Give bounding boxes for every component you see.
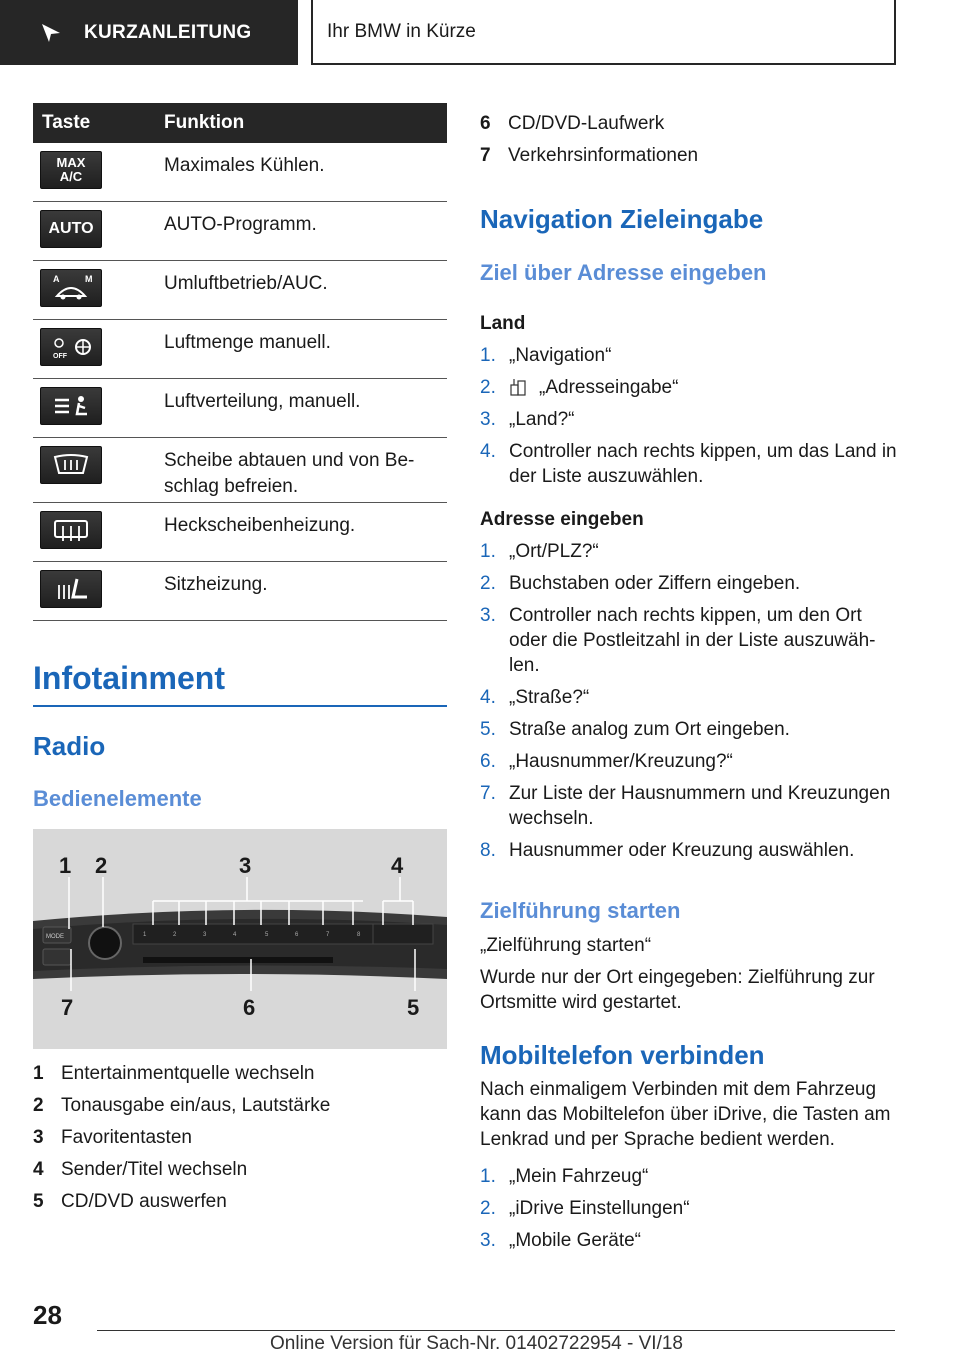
- heading-navigation: Navigation Zieleingabe: [480, 204, 764, 234]
- table-row: [33, 202, 447, 261]
- fan-icon: [40, 328, 102, 366]
- function-text: Sitzheizung.: [164, 574, 268, 595]
- table-row: [33, 379, 447, 438]
- section-tab[interactable]: [0, 0, 298, 65]
- list-item: 2. „iDrive Einstellungen“: [480, 1198, 690, 1219]
- function-text: Luftmenge manuell.: [164, 332, 331, 353]
- climate-key-table: [33, 103, 447, 621]
- list-item: 2 Tonausgabe ein/aus, Lautstärke: [33, 1095, 331, 1116]
- list-item: 2. „Adresseingabe“: [480, 377, 679, 398]
- svg-text:4: 4: [233, 932, 237, 938]
- list-item: 1. „Navigation“: [480, 345, 612, 366]
- section-title: KURZANLEITUNG: [84, 21, 252, 43]
- radio-legend: [33, 1058, 330, 1218]
- function-text: Scheibe abtauen und von Be-schlag befreien.: [164, 450, 415, 497]
- list-item: 7 Verkehrsinformationen: [480, 145, 699, 166]
- list-item: 1. „Ort/PLZ?“: [480, 541, 599, 562]
- svg-text:MODE: MODE: [46, 934, 64, 940]
- table-row: [33, 503, 447, 562]
- table-row: [33, 438, 447, 503]
- photo-label: 7: [61, 995, 74, 1020]
- svg-text:5: 5: [265, 932, 269, 938]
- table-header: [33, 103, 447, 143]
- list-item: 4. Controller nach rechts kippen, um das Land in der Liste auszuwählen.: [480, 441, 897, 487]
- svg-text:M: M: [85, 274, 93, 284]
- mobile-text: Nach einmaligem Verbinden mit dem Fahrzeug kann das Mobiltelefon über iDrive, die Tasten am Lenkrad und per Sprache bedient werden.: [480, 1079, 891, 1150]
- radio-controls-photo: [33, 829, 447, 1049]
- windshield-defrost-icon: [40, 446, 102, 484]
- photo-label: 3: [239, 853, 252, 878]
- air-distribution-icon: [40, 387, 102, 425]
- list-item: 5 CD/DVD auswerfen: [33, 1191, 227, 1212]
- col-function-header: Funktion: [164, 112, 245, 133]
- photo-label: 2: [95, 853, 108, 878]
- heading-controls: Bedienelemente: [33, 786, 202, 811]
- heading-radio: Radio: [33, 731, 106, 761]
- footer-rule: [97, 1330, 895, 1331]
- function-text: Luftverteilung, manuell.: [164, 391, 361, 412]
- svg-text:3: 3: [203, 932, 207, 938]
- col-key-header: Taste: [42, 112, 91, 133]
- heading-address: Ziel über Adresse eingeben: [480, 260, 767, 285]
- list-item: 4 Sender/Titel wechseln: [33, 1159, 248, 1180]
- star-arrow-icon: [40, 22, 62, 44]
- photo-label: 4: [391, 853, 404, 878]
- photo-label: 1: [59, 853, 72, 878]
- heading-start-guidance: Zielführung starten: [480, 898, 681, 923]
- recirculation-icon: [40, 269, 102, 307]
- svg-text:2: 2: [173, 932, 177, 938]
- radio-legend-cont: [480, 108, 698, 172]
- svg-text:7: 7: [326, 932, 330, 938]
- heading-mobile: Mobiltelefon verbinden: [480, 1040, 765, 1070]
- list-item: 8. Hausnummer oder Kreuzung auswählen.: [480, 840, 855, 861]
- list-item: 3. Controller nach rechts kippen, um den Ort oder die Postleitzahl in der Liste auszuwäh-len.: [480, 605, 876, 676]
- photo-label: 6: [243, 995, 256, 1020]
- address-label: Adresse eingeben: [480, 509, 644, 530]
- table-row: [33, 562, 447, 621]
- table-row: [33, 320, 447, 379]
- list-item: 1 Entertainmentquelle wechseln: [33, 1063, 315, 1084]
- function-text: AUTO-Programm.: [164, 214, 317, 235]
- chapter-title: Ihr BMW in Kürze: [311, 0, 896, 65]
- table-row: [33, 261, 447, 320]
- list-item: 3. „Land?“: [480, 409, 575, 430]
- seat-heating-icon: [40, 570, 102, 608]
- list-item: 4. „Straße?“: [480, 687, 590, 708]
- land-steps: [480, 343, 900, 489]
- list-item: 7. Zur Liste der Hausnummern und Kreuzungen wechseln.: [480, 783, 891, 829]
- list-item: 6 CD/DVD-Laufwerk: [480, 113, 665, 134]
- function-text: Umluftbetrieb/AUC.: [164, 273, 328, 294]
- address-steps: [480, 539, 900, 863]
- mobile-steps: [480, 1164, 900, 1253]
- function-text: Heckscheibenheizung.: [164, 515, 356, 536]
- svg-text:OFF: OFF: [53, 353, 67, 360]
- list-item: 2. Buchstaben oder Ziffern eingeben.: [480, 573, 801, 594]
- list-item: 6. „Hausnummer/Kreuzung?“: [480, 751, 733, 772]
- svg-text:1: 1: [143, 932, 147, 938]
- footer-text: Online Version für Sach-Nr. 01402722954 - VI/18: [270, 1333, 683, 1354]
- table-row: [33, 143, 447, 202]
- rear-defrost-icon: [40, 511, 102, 549]
- svg-text:A: A: [53, 274, 60, 284]
- max-ac-icon: MAX A/C: [40, 151, 102, 189]
- address-input-icon: [509, 377, 529, 397]
- section-heading-infotainment: Infotainment: [33, 660, 447, 707]
- photo-label: 5: [407, 995, 420, 1020]
- auto-icon: AUTO: [40, 210, 102, 248]
- svg-text:6: 6: [295, 932, 299, 938]
- start-quote: „Zielführung starten“: [480, 935, 652, 956]
- function-text: Maximales Kühlen.: [164, 155, 325, 176]
- list-item: 3 Favoritentasten: [33, 1127, 192, 1148]
- page-number: 28: [33, 1300, 62, 1330]
- svg-text:8: 8: [357, 932, 361, 938]
- list-item: 3. „Mobile Geräte“: [480, 1230, 641, 1251]
- start-text: Wurde nur der Ort eingegeben: Zielführung zur Ortsmitte wird gestartet.: [480, 967, 875, 1013]
- list-item: 5. Straße analog zum Ort eingeben.: [480, 719, 790, 740]
- land-label: Land: [480, 313, 526, 334]
- list-item: 1. „Mein Fahrzeug“: [480, 1166, 649, 1187]
